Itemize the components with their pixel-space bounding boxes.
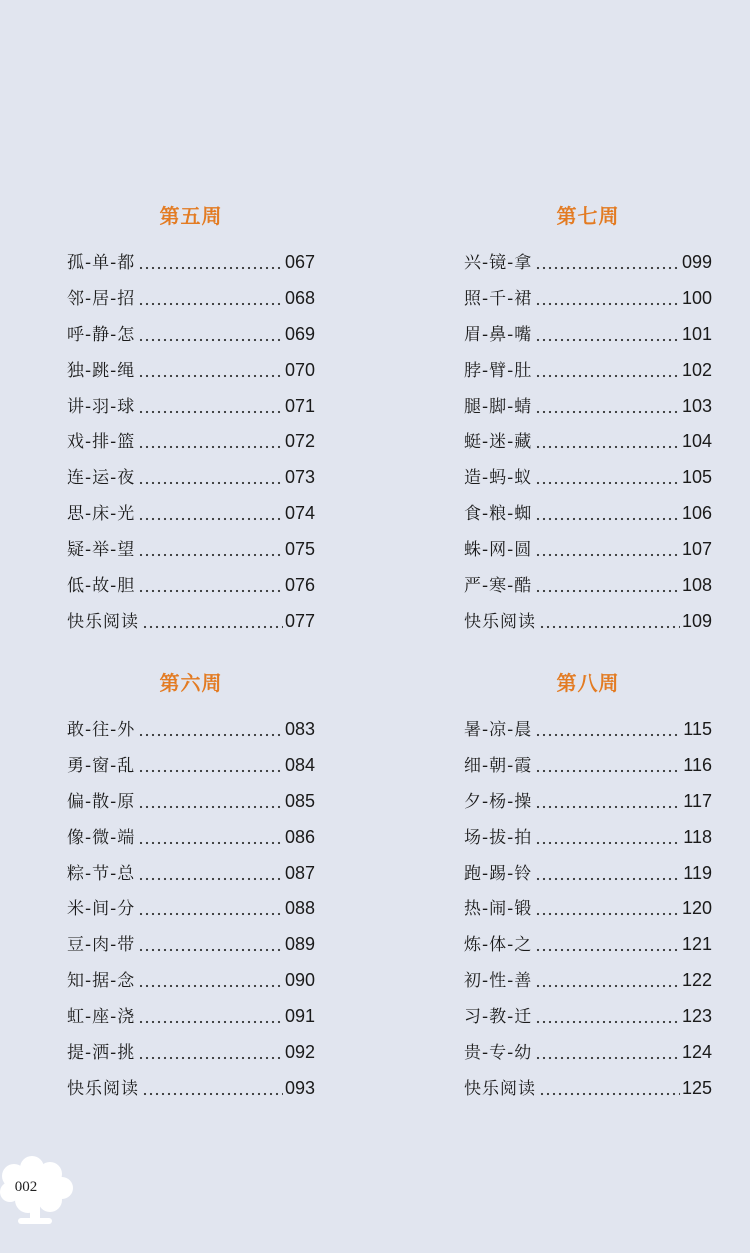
dot-leader xyxy=(138,769,283,773)
entry-label: 快乐阅读 xyxy=(67,1078,139,1099)
toc-entry xyxy=(464,320,712,356)
dot-leader xyxy=(535,445,680,449)
entry-label: 细-朝-霞 xyxy=(464,755,533,776)
entry-label: 独-跳-绳 xyxy=(67,360,136,381)
page-number: 002 xyxy=(14,1179,38,1195)
dot-leader xyxy=(535,266,680,270)
entry-page-number: 109 xyxy=(681,610,712,631)
entry-page-number: 117 xyxy=(683,790,712,811)
entry-page-number: 119 xyxy=(683,862,712,883)
dot-leader xyxy=(142,625,283,629)
toc-entry xyxy=(464,1002,712,1038)
dot-leader xyxy=(138,948,283,952)
dot-leader xyxy=(138,1020,283,1024)
entry-page-number: 103 xyxy=(681,395,712,416)
week-title: 第五周 xyxy=(159,204,223,228)
dot-leader xyxy=(535,374,680,378)
toc-entry xyxy=(67,571,315,607)
entry-page-number: 092 xyxy=(284,1042,315,1063)
entry-label: 食-粮-蜘 xyxy=(464,504,533,525)
toc-entry xyxy=(67,930,315,966)
entry-page-number: 083 xyxy=(284,719,315,739)
toc-entry xyxy=(464,823,712,859)
entry-label: 呼-静-怎 xyxy=(67,324,136,345)
toc-entry xyxy=(67,320,315,356)
entry-list xyxy=(464,248,712,643)
entry-page-number: 085 xyxy=(284,790,315,811)
entry-page-number: 093 xyxy=(284,1077,315,1098)
dot-leader xyxy=(138,589,283,593)
dot-leader xyxy=(535,410,680,414)
entry-label: 勇-窗-乱 xyxy=(67,755,136,776)
entry-label: 照-千-裙 xyxy=(464,288,533,309)
dot-leader xyxy=(535,553,680,557)
dot-leader xyxy=(138,338,283,342)
entry-page-number: 076 xyxy=(284,575,315,596)
dot-leader xyxy=(535,984,680,988)
dot-leader xyxy=(138,553,283,557)
week-title: 第六周 xyxy=(159,671,223,695)
entry-page-number: 124 xyxy=(681,1042,712,1063)
dot-leader xyxy=(138,733,283,737)
toc-entry xyxy=(67,894,315,930)
entry-page-number: 087 xyxy=(284,862,315,883)
week-title: 第七周 xyxy=(556,204,620,228)
entry-list xyxy=(67,715,315,1110)
entry-label: 偏-散-原 xyxy=(67,791,136,812)
toc-entry xyxy=(464,966,712,1002)
dot-leader xyxy=(138,912,283,916)
entry-label: 低-故-胆 xyxy=(67,576,136,597)
entry-page-number: 104 xyxy=(681,431,712,452)
toc-entry xyxy=(464,248,712,284)
toc-entry xyxy=(464,787,712,823)
entry-page-number: 106 xyxy=(681,503,712,524)
toc-entry xyxy=(464,284,712,320)
entry-label: 严-寒-酷 xyxy=(464,576,533,597)
entry-label: 孤-单-都 xyxy=(67,253,136,273)
dot-leader xyxy=(138,877,283,881)
entry-label: 腿-脚-蜻 xyxy=(464,396,533,417)
entry-label: 造-蚂-蚁 xyxy=(464,468,533,489)
entry-label: 炼-体-之 xyxy=(464,935,533,956)
dot-leader xyxy=(535,733,681,737)
toc-entry xyxy=(464,463,712,499)
toc-entry xyxy=(464,1038,712,1074)
dot-leader xyxy=(138,374,283,378)
toc-entry xyxy=(67,392,315,428)
toc-entry xyxy=(464,894,712,930)
entry-page-number: 069 xyxy=(284,323,315,344)
entry-page-number: 125 xyxy=(681,1077,712,1098)
entry-list xyxy=(464,715,712,1110)
entry-label: 暑-凉-晨 xyxy=(464,720,533,740)
dot-leader xyxy=(142,1092,283,1096)
dot-leader xyxy=(138,481,283,485)
entry-page-number: 099 xyxy=(681,252,712,272)
toc-entry xyxy=(67,248,315,284)
toc-entry xyxy=(67,751,315,787)
dot-leader xyxy=(138,1056,283,1060)
dot-leader xyxy=(535,589,680,593)
entry-label: 初-性-善 xyxy=(464,971,533,992)
entry-label: 邻-居-招 xyxy=(67,288,136,309)
week-title: 第八周 xyxy=(556,671,620,695)
toc-entry xyxy=(464,751,712,787)
entry-page-number: 088 xyxy=(284,898,315,919)
entry-page-number: 072 xyxy=(284,431,315,452)
entry-page-number: 070 xyxy=(284,359,315,380)
dot-leader xyxy=(535,302,680,306)
dot-leader xyxy=(138,445,283,449)
dot-leader xyxy=(535,805,681,809)
entry-label: 豆-肉-带 xyxy=(67,935,136,956)
entry-label: 快乐阅读 xyxy=(67,611,139,632)
entry-label: 米-间-分 xyxy=(67,899,136,920)
toc-entry xyxy=(67,787,315,823)
toc-entry xyxy=(464,427,712,463)
entry-label: 疑-举-望 xyxy=(67,540,136,561)
entry-label: 敢-往-外 xyxy=(67,720,136,740)
entry-label: 眉-鼻-嘴 xyxy=(464,324,533,345)
toc-entry xyxy=(67,356,315,392)
entry-page-number: 074 xyxy=(284,503,315,524)
dot-leader xyxy=(535,1020,680,1024)
toc-entry xyxy=(464,535,712,571)
entry-page-number: 101 xyxy=(681,323,712,344)
toc-entry xyxy=(67,499,315,535)
entry-page-number: 122 xyxy=(681,970,712,991)
entry-page-number: 071 xyxy=(284,395,315,416)
toc-entry xyxy=(67,427,315,463)
dot-leader xyxy=(535,948,680,952)
toc-entry xyxy=(67,535,315,571)
entry-page-number: 077 xyxy=(284,610,315,631)
toc-entry xyxy=(67,284,315,320)
dot-leader xyxy=(535,912,680,916)
entry-page-number: 100 xyxy=(681,287,712,308)
toc-entry xyxy=(67,715,315,751)
dot-leader xyxy=(535,517,680,521)
dot-leader xyxy=(535,481,680,485)
dot-leader xyxy=(138,805,283,809)
toc-entry xyxy=(464,392,712,428)
toc-entry xyxy=(464,571,712,607)
entry-label: 脖-臂-肚 xyxy=(464,360,533,381)
toc-entry xyxy=(464,1074,712,1110)
toc-entry xyxy=(67,463,315,499)
toc-entry xyxy=(464,930,712,966)
entry-label: 提-洒-挑 xyxy=(67,1043,136,1064)
entry-label: 思-床-光 xyxy=(67,504,136,525)
dot-leader xyxy=(539,1092,680,1096)
entry-label: 习-教-迁 xyxy=(464,1007,533,1028)
entry-label: 蛛-网-圆 xyxy=(464,540,533,561)
entry-list xyxy=(67,248,315,643)
dot-leader xyxy=(138,984,283,988)
entry-page-number: 118 xyxy=(683,826,712,847)
entry-label: 讲-羽-球 xyxy=(67,396,136,417)
entry-page-number: 086 xyxy=(284,826,315,847)
entry-page-number: 068 xyxy=(284,287,315,308)
entry-page-number: 121 xyxy=(681,934,712,955)
entry-page-number: 067 xyxy=(284,252,315,272)
entry-page-number: 090 xyxy=(284,970,315,991)
entry-label: 热-闹-锻 xyxy=(464,899,533,920)
toc-entry xyxy=(464,715,712,751)
entry-page-number: 102 xyxy=(681,359,712,380)
dot-leader xyxy=(539,625,680,629)
dot-leader xyxy=(138,517,283,521)
entry-label: 跑-踢-铃 xyxy=(464,863,533,884)
dot-leader xyxy=(535,841,681,845)
toc-entry xyxy=(67,966,315,1002)
entry-page-number: 115 xyxy=(683,719,712,739)
entry-label: 像-微-端 xyxy=(67,827,136,848)
entry-page-number: 075 xyxy=(284,539,315,560)
entry-page-number: 116 xyxy=(683,754,712,775)
entry-page-number: 105 xyxy=(681,467,712,488)
dot-leader xyxy=(138,410,283,414)
dot-leader xyxy=(535,877,681,881)
entry-label: 场-拔-拍 xyxy=(464,827,533,848)
entry-label: 戏-排-篮 xyxy=(67,432,136,453)
entry-label: 夕-杨-操 xyxy=(464,791,533,812)
toc-entry xyxy=(67,823,315,859)
entry-label: 快乐阅读 xyxy=(464,1078,536,1099)
toc-entry xyxy=(67,859,315,895)
entry-page-number: 084 xyxy=(284,754,315,775)
dot-leader xyxy=(138,266,283,270)
toc-entry xyxy=(464,356,712,392)
entry-page-number: 107 xyxy=(681,539,712,560)
entry-label: 知-据-念 xyxy=(67,971,136,992)
toc-entry xyxy=(67,1074,315,1110)
toc-entry xyxy=(464,859,712,895)
entry-label: 虹-座-浇 xyxy=(67,1007,136,1028)
dot-leader xyxy=(535,338,680,342)
entry-label: 粽-节-总 xyxy=(67,863,136,884)
dot-leader xyxy=(138,841,283,845)
entry-label: 蜓-迷-藏 xyxy=(464,432,533,453)
entry-page-number: 123 xyxy=(681,1006,712,1027)
entry-page-number: 108 xyxy=(681,575,712,596)
entry-label: 连-运-夜 xyxy=(67,468,136,489)
entry-label: 兴-镜-拿 xyxy=(464,253,533,273)
dot-leader xyxy=(138,302,283,306)
toc-entry xyxy=(464,499,712,535)
toc-entry xyxy=(464,607,712,643)
entry-page-number: 089 xyxy=(284,934,315,955)
entry-page-number: 073 xyxy=(284,467,315,488)
entry-page-number: 091 xyxy=(284,1006,315,1027)
dot-leader xyxy=(535,769,681,773)
entry-label: 快乐阅读 xyxy=(464,611,536,632)
toc-entry xyxy=(67,1002,315,1038)
entry-label: 贵-专-幼 xyxy=(464,1043,533,1064)
dot-leader xyxy=(535,1056,680,1060)
entry-page-number: 120 xyxy=(681,898,712,919)
toc-entry xyxy=(67,1038,315,1074)
toc-entry xyxy=(67,607,315,643)
